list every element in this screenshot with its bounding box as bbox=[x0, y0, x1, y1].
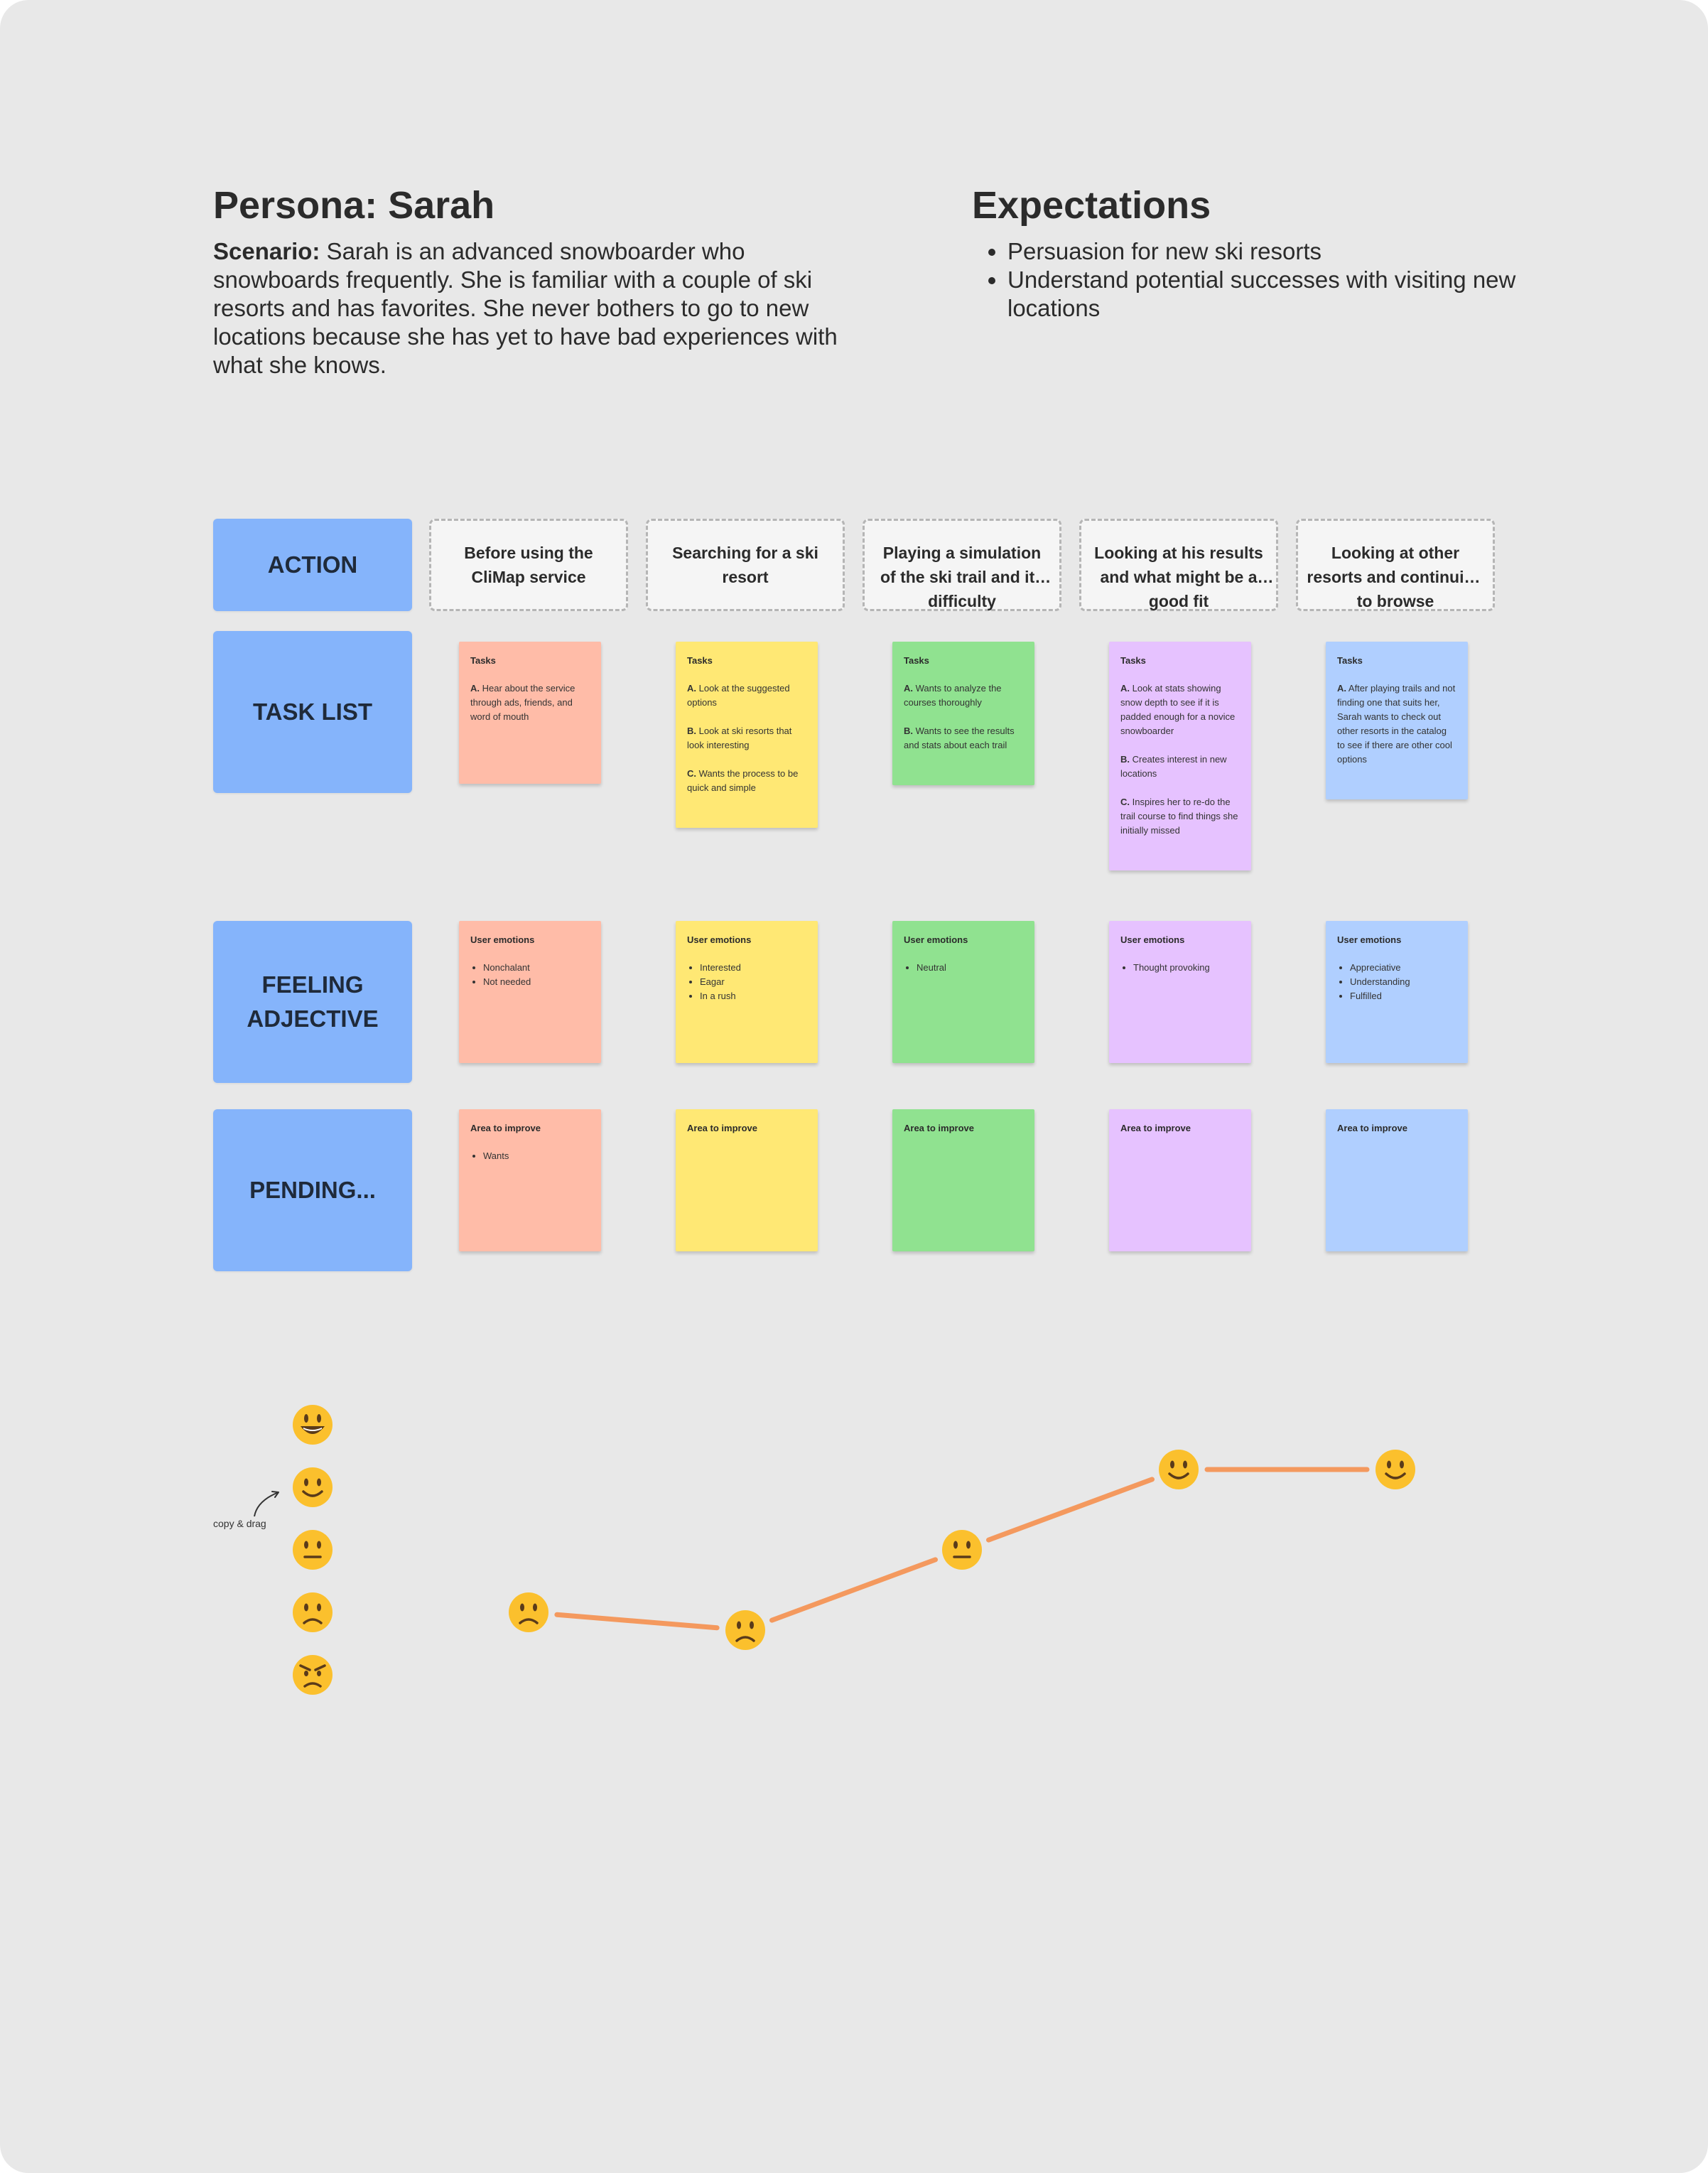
expectation-item: • Persuasion for new ski resorts bbox=[1007, 237, 1547, 266]
emotion-item: • Not needed bbox=[483, 975, 590, 989]
note-title: Tasks bbox=[904, 655, 929, 666]
emotion-item: • Fulfilled bbox=[1350, 989, 1456, 1003]
expectation-item: • Understand potential successes with visiting new locations bbox=[1007, 266, 1547, 323]
note-title: User emotions bbox=[904, 934, 968, 945]
task-letter: C. bbox=[687, 768, 696, 779]
note-title: Tasks bbox=[470, 655, 496, 666]
emotion-item: • Thought provoking bbox=[1133, 961, 1240, 975]
task-letter: A. bbox=[470, 683, 480, 694]
emotion-item: • Neutral bbox=[917, 961, 1023, 975]
task-text: Look at the suggested options bbox=[687, 683, 790, 708]
emotion-item: • Interested bbox=[700, 961, 806, 975]
task-text: Wants to see the results and stats about each trail bbox=[904, 726, 1015, 750]
phase-label: Looking at other resorts and continuing to browse bbox=[1307, 544, 1484, 610]
note-title: User emotions bbox=[687, 934, 752, 945]
task-text: After playing trails and not finding one that suits her, Sarah wants to check out other resorts in the catalog to see if there are other cool options bbox=[1337, 683, 1456, 765]
phase-label: Before using the CliMap service bbox=[464, 544, 593, 586]
row-header-task-list[interactable]: TASK LIST bbox=[213, 631, 412, 793]
note-title: User emotions bbox=[1120, 934, 1185, 945]
emotion-item: • Eagar bbox=[700, 975, 806, 989]
journey-segment bbox=[557, 1614, 717, 1627]
copy-drag-label: copy & drag bbox=[213, 1518, 266, 1529]
note-title: User emotions bbox=[1337, 934, 1402, 945]
task-text: Wants the process to be quick and simple bbox=[687, 768, 799, 793]
phase-label: Searching for a ski resort bbox=[672, 544, 818, 586]
emotion-item: • In a rush bbox=[700, 989, 806, 1003]
phase-label: Playing a simulation of the ski trail and its difficulty bbox=[880, 544, 1044, 610]
neutral-face-icon[interactable] bbox=[942, 1530, 982, 1570]
note-title: Area to improve bbox=[904, 1123, 974, 1133]
scenario-label: Scenario: bbox=[213, 238, 320, 264]
note-title: Area to improve bbox=[470, 1123, 541, 1133]
task-text: Wants to analyze the courses thoroughly bbox=[904, 683, 1002, 708]
row-header-action[interactable]: ACTION bbox=[213, 519, 412, 611]
frowning-face-icon[interactable] bbox=[509, 1592, 548, 1632]
task-text: Look at stats showing snow depth to see if it is padded enough for a novice snowboarder bbox=[1120, 683, 1236, 736]
smiling-face-icon[interactable] bbox=[1159, 1450, 1199, 1489]
task-text: Inspires her to re-do the trail course to find things she initially missed bbox=[1120, 797, 1238, 836]
scenario-body: Sarah is an advanced snowboarder who snowboards frequently. She is familiar with a couple of ski resorts and has favorites. She never bothers to go to new locations because she has yet to have bad experiences with what she knows. bbox=[213, 238, 838, 378]
journey-segment bbox=[772, 1560, 936, 1620]
task-letter: C. bbox=[1120, 797, 1130, 807]
expectations-title: Expectations bbox=[972, 184, 1211, 227]
task-letter: B. bbox=[1120, 754, 1130, 765]
persona-title: Persona: Sarah bbox=[213, 184, 495, 227]
task-letter: A. bbox=[687, 683, 696, 694]
task-text: Look at ski resorts that look interesting bbox=[687, 726, 792, 750]
emotion-item: • Understanding bbox=[1350, 975, 1456, 989]
note-title: Area to improve bbox=[1337, 1123, 1407, 1133]
note-title: Tasks bbox=[1120, 655, 1146, 666]
task-letter: B. bbox=[687, 726, 696, 736]
emotion-item: • Appreciative bbox=[1350, 961, 1456, 975]
row-header-pending[interactable]: PENDING... bbox=[213, 1109, 412, 1271]
row-header-feeling-adjective[interactable]: FEELING ADJECTIVE bbox=[213, 921, 412, 1083]
note-title: Area to improve bbox=[1120, 1123, 1191, 1133]
note-title: Tasks bbox=[687, 655, 713, 666]
emotion-item: • Nonchalant bbox=[483, 961, 590, 975]
note-title: Area to improve bbox=[687, 1123, 757, 1133]
note-title: Tasks bbox=[1337, 655, 1363, 666]
note-title: User emotions bbox=[470, 934, 535, 945]
frowning-face-icon[interactable] bbox=[725, 1610, 765, 1650]
task-letter: B. bbox=[904, 726, 913, 736]
task-letter: A. bbox=[904, 683, 913, 694]
smiling-face-icon[interactable] bbox=[1375, 1450, 1415, 1489]
phase-label: Looking at his results and what might be a good fit bbox=[1094, 544, 1263, 610]
task-text: Creates interest in new locations bbox=[1120, 754, 1227, 779]
task-letter: A. bbox=[1337, 683, 1346, 694]
improve-item: • Wants bbox=[483, 1149, 590, 1163]
task-letter: A. bbox=[1120, 683, 1130, 694]
journey-segment bbox=[989, 1479, 1152, 1540]
task-text: Hear about the service through ads, friends, and word of mouth bbox=[470, 683, 575, 722]
